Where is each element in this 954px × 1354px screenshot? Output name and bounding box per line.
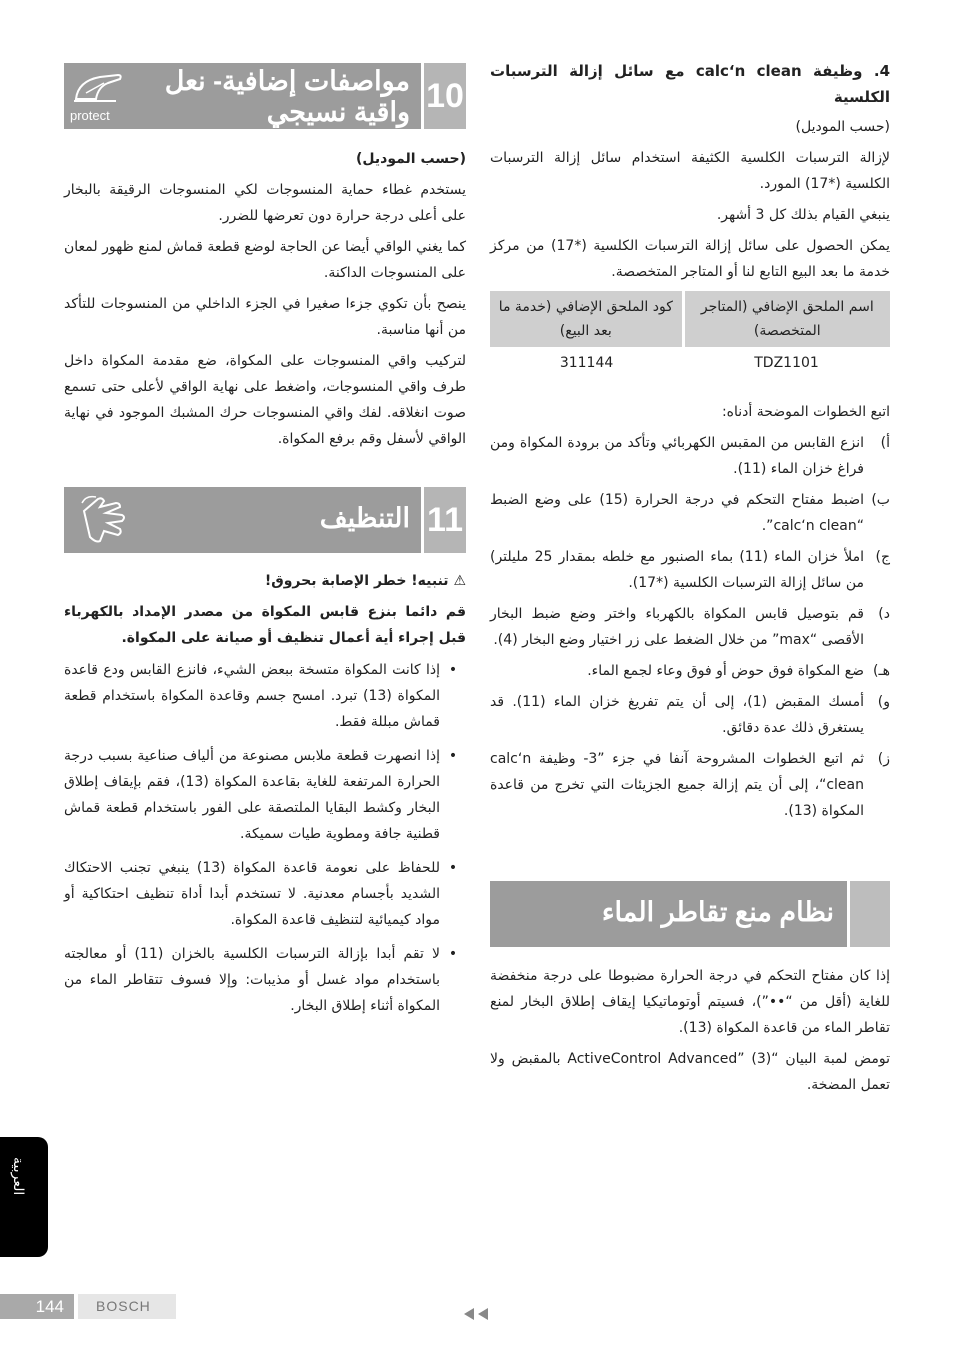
step-text: ثم اتبع الخطوات المشروحة آنفا في جزء ”3- وظيفة calc‘n clean“، إلى أن يتم إزالة جميع الجزيئات التي تخرج من قاعدة المكواة (13). <box>490 751 864 819</box>
cleaning-bullets <box>64 657 466 1019</box>
list-item <box>490 544 890 596</box>
step-text: اضبط مفتاح التحكم في درجة الحرارة (15) على وضع الضبط “calc‘n clean”. <box>490 492 864 534</box>
step-label: أ) <box>880 435 890 451</box>
section10-p2: كما يغني الواقي أيضا عن الحاجة لوضع قطعة قماش لمنع ظهور لمعان على المنسوجات الداكنة. <box>64 239 466 281</box>
list-item <box>490 430 890 482</box>
section-number-blank <box>847 881 890 947</box>
step-label: ج) <box>875 549 890 565</box>
section10-header <box>64 63 466 129</box>
bullet-icon: • <box>448 748 458 764</box>
warning-triangle-icon: ⚠ <box>453 573 466 589</box>
calc-p1: لإزالة الترسبات الكلسية الكثيفة استخدام سائل إزالة الترسبات الكلسية (*17) المورد. <box>490 150 890 192</box>
steps-intro: اتبع الخطوات الموضحة أدناه: <box>721 404 890 420</box>
bullet-text: للحفاظ على نعومة قاعدة المكواة (13) ينبغي تجنب الاحتكاك الشديد بأجسام معدنية. لا تستخدم أبدا أداة تنظيف احتكاكية أو مواد كيميائية لتنظيف قاعدة المكواة. <box>64 860 440 928</box>
bullet-text: لا تقم أبدا بإزالة الترسبات الكلسية بالخزان (11) أو معالجته باستخدام مواد غسل أو مذيبات: وإلا فسوف تتقاطر الماء من المكواة أثناء إطلاق البخار. <box>64 946 440 1014</box>
steps-list <box>490 430 890 824</box>
bullet-icon: • <box>448 662 458 678</box>
section10-p3: ينصح بأن تكوي جزءا صغيرا في الجزء الداخلي من المنسوجات للتأكد من أنها مناسبة. <box>64 296 466 338</box>
calc-p3: يمكن الحصول على سائل إزالة الترسبات الكلسية (*17) من مركز خدمة ما بعد البيع التابع لنا أو المتاجر المتخصصة. <box>490 238 890 280</box>
list-item <box>490 746 890 824</box>
table-header-name: اسم الملحق الإضافي (المتاجر المتخصصة) <box>683 291 890 347</box>
section11-title: التنظيف <box>319 503 410 533</box>
page-number: 144 <box>0 1294 74 1319</box>
table-header-code: كود الملحق الإضافي (خدمة ما بعد البيع) <box>490 291 683 347</box>
cleaning-hand-icon <box>76 491 136 553</box>
calc-section-title: 4. وظيفة calc‘n clean مع سائل إزالة الترسبات الكلسية <box>490 62 890 106</box>
step-label: هـ) <box>873 663 890 679</box>
section11-header <box>64 487 466 553</box>
step-text: انزع القابس من المقبس الكهربائي وتأكد من برودة المكواة ومن فراغ خزان الماء (11). <box>490 435 864 477</box>
list-item <box>490 487 890 539</box>
drip-section-title: نظام منع تقاطر الماء <box>601 897 834 927</box>
section11-body <box>64 568 466 1027</box>
section10-sub: (حسب الموديل) <box>356 151 466 167</box>
table-cell-name: TDZ1101 <box>754 355 819 371</box>
bullet-text: إذا كانت المكواة متسخة ببعض الشيء، فانزع القابس ودع قاعدة المكواة (13) تبرد. امسح جسم وقاعدة المكواة باستخدام قطعة قماش مبللة فقط. <box>64 662 440 730</box>
step-text: قم بتوصيل قابس المكواة بالكهرباء واختر وضع ضبط البخار الأقصى “max” من خلال الضغط على زر اختيار وضع البخار (4). <box>490 606 864 648</box>
section11-number: 11 <box>421 487 466 553</box>
section10-number: 10 <box>421 63 466 129</box>
list-item <box>490 601 890 653</box>
calc-section <box>490 58 890 829</box>
section11-bold: قم دائما بنزع قابس المكواة من مصدر الإمداد بالكهرباء قبل إجراء أية أعمال تنظيف أو صيانة على المكواة. <box>64 604 466 646</box>
bullet-text: إذا انصهرت قطعة ملابس مصنوعة من ألياف صناعية بسبب درجة الحرارة المرتفعة للغاية بقاعدة المكواة (13)، فقم بإيقاف إطلاق البخار وكشط البقايا الملتصقة على الفور باستخدام قطعة قماش قطنية جافة ومطوية طيات سميكة. <box>64 748 440 842</box>
list-item <box>490 689 890 741</box>
section10-title: مواصفات إضافية- نعل واقية نسيجي <box>164 66 410 127</box>
list-item <box>64 855 466 933</box>
iron-protect-icon <box>70 69 126 113</box>
warning-line <box>64 568 466 594</box>
step-label: و) <box>877 694 890 710</box>
list-item <box>64 743 466 847</box>
accessory-table <box>490 291 890 379</box>
list-item <box>490 658 890 684</box>
drip-section-header <box>490 881 890 947</box>
page-nav-arrows-icon <box>462 1306 492 1326</box>
section10-p4: لتركيب واقي المنسوجات على المكواة، ضع مقدمة المكواة داخل طرف واقي المنسوجات، واضغط على نهاية الواقي لأعلى حتى تسمع صوت انغلاقه. لفك واقي المنسوجات حرك المشبك الموجود في نهاية الواقي لأسفل وقم برفع المكواة. <box>64 353 466 447</box>
bullet-icon: • <box>448 946 458 962</box>
calc-p2: ينبغي القيام بذلك كل 3 أشهر. <box>716 207 890 223</box>
step-text: ضع المكواة فوق حوض أو فوق وعاء لجمع الماء. <box>587 663 864 679</box>
brand-label: BOSCH <box>78 1294 176 1319</box>
step-label: ز) <box>877 751 890 767</box>
language-label: العربية <box>10 1157 26 1196</box>
table-cell-code: 311144 <box>559 355 614 371</box>
drip-p2: تومض لمبة البيان “ActiveControl Advanced” (3) بالمقبض ولا تعمل المضخة. <box>490 1051 891 1093</box>
step-text: املأ خزان الماء (11) بماء الصنبور مع خلطه بمقدار 25 مليلتر) من سائل إزالة الترسبات الكلسية (*17). <box>490 549 864 591</box>
protect-label: protect <box>70 108 110 123</box>
step-label: ب) <box>871 492 890 508</box>
step-text: أمسك المقبض (1)، إلى أن يتم تفريغ خزان الماء (11). قد يستغرق ذلك عدة دقائق. <box>490 694 864 736</box>
language-tab <box>0 1137 48 1257</box>
calc-section-sub: (حسب الموديل) <box>795 119 890 135</box>
list-item <box>64 941 466 1019</box>
step-label: د) <box>878 606 890 622</box>
section10-body <box>64 146 466 457</box>
drip-section <box>490 963 890 1103</box>
warning-text: تنبيه! خطر الإصابة بحروق! <box>264 573 449 589</box>
section10-p1: يستخدم غطاء حماية المنسوجات لكي المنسوجات الرقيقة بالبخار على أعلى درجة حرارة دون تعرضها للضرر. <box>64 182 466 224</box>
drip-p1: إذا كان مفتاح التحكم في درجة الحرارة مضبوطا على درجة منخفضة للغاية (أقل من “••”)، فسيتم أوتوماتيكيا إيقاف إطلاق البخار لمنع تقاطر الماء من قاعدة المكواة (13). <box>490 968 890 1036</box>
bullet-icon: • <box>448 860 458 876</box>
list-item <box>64 657 466 735</box>
